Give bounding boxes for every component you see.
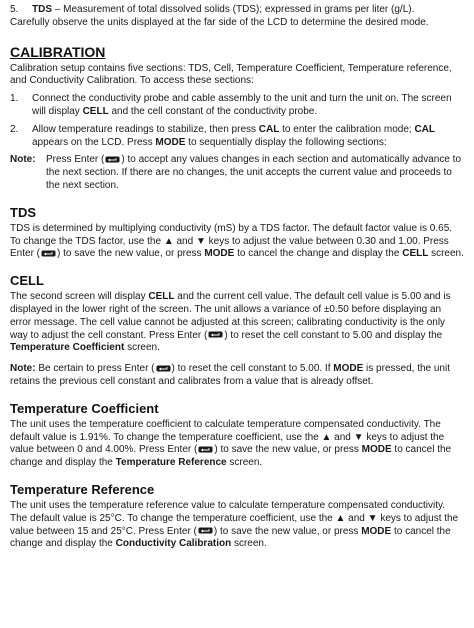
up-arrow-icon: ▲ <box>321 431 332 443</box>
step-text: appears on the LCD. Press <box>32 136 156 148</box>
tds-text: keys to adjust the value between 0.30 and 1.00. Press Enter ( <box>10 235 449 260</box>
tc-text: The unit uses the temperature coefficient to calculate temperature compensated conductivity. The default value is 1.91%. To change the temperature coefficient, use the <box>10 418 441 443</box>
step-number: 1. <box>10 93 19 105</box>
down-arrow-icon: ▼ <box>353 431 364 443</box>
tr-text: keys to adjust the value between 15 and 25°C. Press Enter ( <box>10 512 459 537</box>
mode-key: MODE <box>155 136 186 148</box>
temperature-coefficient-heading: Temperature Coefficient <box>10 400 159 416</box>
tc-text: and <box>331 431 354 443</box>
mode-key: MODE <box>361 525 392 537</box>
enter-key-icon <box>208 331 223 338</box>
enter-key-icon <box>41 250 56 257</box>
temperature-reference-keyword: Temperature Reference <box>115 457 227 469</box>
down-arrow-icon: ▼ <box>195 235 206 247</box>
tds-paragraph <box>10 223 464 261</box>
tc-text: keys to adjust the value between 0 and 4.00%. Press Enter ( <box>10 431 445 456</box>
tc-text: ) to save the new value, or press <box>214 444 362 456</box>
note-text: ) to accept any values changes in each section and automatically advance to the next section. If there are no changes, the unit accepts the current value and proceeds to the next section. <box>46 154 462 191</box>
cal-key: CAL <box>414 123 435 135</box>
step-text: to sequentially display the following sections: <box>185 136 387 148</box>
tds-text: to cancel the change and display the <box>234 248 403 260</box>
calibration-intro: Calibration setup contains five sections: TDS, Cell, Temperature Coefficient, Temperature reference, and Conductivity Calibration. To access these sections: <box>10 62 452 87</box>
note-label: Note: <box>10 363 36 375</box>
mode-key: MODE <box>333 363 364 375</box>
calibration-note <box>10 154 464 192</box>
tr-text: screen. <box>231 538 267 550</box>
cell-text: ) to reset the cell constant to 5.00 and display the <box>224 329 443 341</box>
temperature-coefficient-keyword: Temperature Coefficient <box>10 342 125 354</box>
cell-text: screen. <box>124 342 160 354</box>
cell-text: and the current cell value. The default cell value is 5.00 and is displayed in the lower right of the screen. The unit allows a variance of ±0.50 before displaying an error message. The cell value cannot be adjusted at this screen; calibrating conductivity is the only way to adjust the cell constant. Press Enter ( <box>10 291 451 341</box>
tds-text: and <box>173 235 196 247</box>
enter-key-icon <box>105 156 120 163</box>
enter-key-icon <box>198 446 213 453</box>
calibration-step-1 <box>10 93 464 119</box>
item-number: 5. <box>10 4 19 15</box>
up-arrow-icon: ▲ <box>163 235 174 247</box>
mode-key: MODE <box>361 444 392 456</box>
tds-definition-item <box>10 4 464 17</box>
calibration-heading: CALIBRATION <box>10 43 106 60</box>
cell-note <box>10 363 464 389</box>
step-text: and the cell constant of the conductivity probe. <box>108 105 318 117</box>
note-text: ) to reset the cell constant to 5.00. If <box>171 363 334 375</box>
tr-text: and <box>345 512 368 524</box>
cal-key: CAL <box>258 123 280 135</box>
up-arrow-icon: ▲ <box>335 512 346 524</box>
temperature-reference-heading: Temperature Reference <box>10 481 155 497</box>
step-number: 2. <box>10 123 19 135</box>
cell-keyword: CELL <box>148 291 175 303</box>
conductivity-calibration-keyword: Conductivity Calibration <box>115 538 232 550</box>
tds-definition-text: – Measurement of total dissolved solids (TDS); expressed in grams per liter (g/L). <box>52 4 415 15</box>
tds-text: TDS is determined by multiplying conductivity (mS) by a TDS factor. The default factor value is 0.65. To change the TDS factor, use the <box>10 222 453 247</box>
temperature-reference-paragraph <box>10 500 464 551</box>
cell-keyword: CELL <box>82 105 109 117</box>
note-text: is pressed, the unit retains the previous cell constant and calibrates from a value that is already offset. <box>10 363 450 387</box>
units-note: Carefully observe the units displayed at the far side of the LCD to determine the desired mode. <box>10 16 429 28</box>
cell-paragraph <box>10 291 464 355</box>
tr-text: The unit uses the temperature reference value to calculate temperature compensated conductivity. The default value is 25°C. To change the temperature coefficient, use the <box>10 499 446 524</box>
tds-heading: TDS <box>10 204 36 220</box>
tr-text: ) to save the new value, or press <box>213 525 362 537</box>
tds-text: screen. <box>428 248 464 260</box>
note-text: Press Enter ( <box>46 154 105 166</box>
calibration-step-2 <box>10 124 464 150</box>
enter-key-icon <box>198 527 213 534</box>
step-text: Allow temperature readings to stabilize, then press <box>32 123 259 135</box>
tds-term: TDS <box>32 4 52 15</box>
down-arrow-icon: ▼ <box>367 512 378 524</box>
step-text: to enter the calibration mode; <box>279 123 415 135</box>
tc-text: screen. <box>226 457 263 469</box>
cell-heading: CELL <box>10 273 44 289</box>
tr-text: to cancel the change and display the <box>10 525 451 550</box>
note-label: Note: <box>10 154 36 166</box>
enter-key-icon <box>156 365 171 372</box>
tds-text: ) to save the new value, or press <box>57 248 205 260</box>
temperature-coefficient-paragraph <box>10 419 464 470</box>
cell-keyword: CELL <box>402 248 429 260</box>
step-text: Connect the conductivity probe and cable assembly to the unit and turn the unit on. The screen will display <box>32 93 452 117</box>
tc-text: to cancel the change and display the <box>10 444 452 469</box>
cell-text: The second screen will display <box>10 291 149 303</box>
mode-key: MODE <box>204 248 235 260</box>
note-text: Be certain to press Enter ( <box>35 363 155 375</box>
